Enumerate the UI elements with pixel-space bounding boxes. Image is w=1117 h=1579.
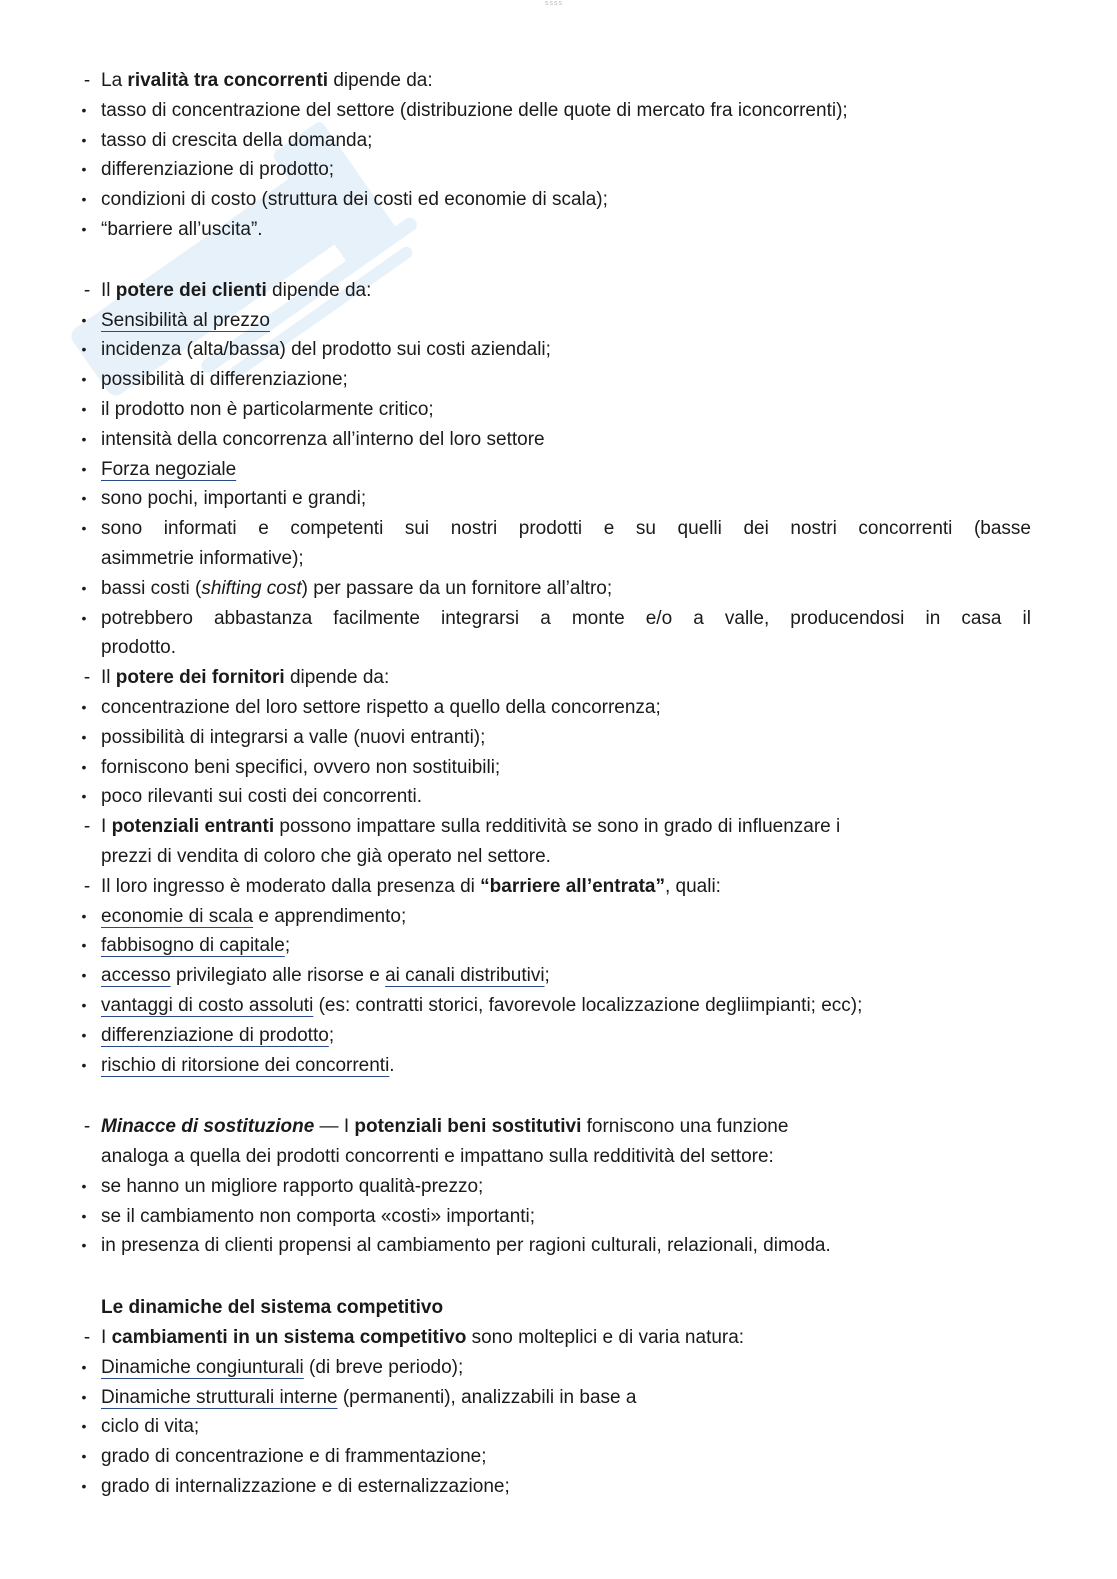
paragraph-spacer	[0, 1261, 1117, 1293]
text-segment: se hanno un migliore rapporto qualità-prezzo;	[101, 1175, 484, 1197]
bold-term: potere dei fornitori	[115, 667, 285, 689]
bold-term: “barriere all’entrata”	[480, 875, 665, 897]
underlined-term: accesso	[101, 965, 171, 987]
bullet-marker: •	[81, 1026, 87, 1043]
bullet-marker: •	[81, 1388, 87, 1405]
text-line	[0, 96, 1117, 126]
text-segment: I	[101, 816, 112, 838]
text-segment: I	[101, 1327, 112, 1349]
line-text	[101, 1323, 1031, 1353]
text-line	[0, 455, 1117, 485]
dash-marker: -	[83, 70, 91, 91]
line-text	[101, 1293, 1031, 1323]
text-line	[0, 484, 1117, 514]
text-line	[0, 604, 1117, 634]
line-text	[101, 96, 1031, 126]
text-segment: grado di concentrazione e di frammentazione;	[101, 1446, 487, 1468]
text-line	[0, 1051, 1117, 1081]
text-segment: (permanenti), analizzabili in base a	[337, 1386, 637, 1408]
line-text	[101, 961, 1031, 991]
line-text	[101, 185, 1031, 215]
text-segment: “barriere all’uscita”.	[101, 218, 263, 240]
line-text	[101, 723, 1031, 753]
bullet-marker: •	[81, 996, 87, 1013]
line-text	[101, 1442, 1031, 1472]
underlined-term: vantaggi di costo assoluti	[101, 994, 314, 1016]
text-segment: incidenza (alta/bassa) del prodotto sui costi aziendali;	[101, 339, 551, 361]
bullet-marker: •	[81, 311, 87, 328]
text-line	[0, 335, 1117, 365]
text-line	[0, 782, 1117, 812]
line-text	[101, 215, 1031, 245]
text-segment: ciclo di vita;	[101, 1416, 200, 1438]
bullet-marker: •	[81, 400, 87, 417]
line-text	[101, 155, 1031, 185]
text-line	[0, 66, 1117, 96]
bullet-marker: •	[81, 191, 87, 208]
line-text	[101, 1112, 1031, 1142]
text-line	[0, 1383, 1117, 1413]
line-text	[101, 812, 1031, 842]
line-text	[101, 514, 1031, 544]
text-segment: se il cambiamento non comporta «costi» importanti;	[101, 1205, 536, 1227]
text-segment: concentrazione del loro settore rispetto a quello della concorrenza;	[101, 696, 661, 718]
bold-term: Minacce di sostituzione	[101, 1116, 315, 1138]
text-line	[0, 185, 1117, 215]
line-text	[101, 1051, 1031, 1081]
text-segment: shifting cost	[201, 577, 302, 599]
text-line	[0, 1412, 1117, 1442]
line-text	[101, 872, 1031, 902]
text-line	[0, 395, 1117, 425]
dash-marker: -	[83, 1116, 91, 1138]
text-line	[0, 1172, 1117, 1202]
bold-term: cambiamenti in un sistema competitivo	[111, 1327, 467, 1349]
text-line	[0, 1112, 1117, 1142]
text-line	[0, 663, 1117, 693]
line-text	[101, 276, 1031, 306]
bullet-marker: •	[81, 430, 87, 447]
text-segment: e apprendimento;	[253, 905, 407, 927]
bold-term: Le dinamiche del sistema competitivo	[101, 1297, 444, 1319]
text-segment: dipende da:	[284, 667, 390, 689]
text-segment: dipende da:	[266, 279, 372, 301]
text-segment: condizioni di costo (struttura dei costi ed economie di scala);	[101, 189, 608, 211]
line-text	[101, 902, 1031, 932]
underlined-term: Dinamiche strutturali interne	[101, 1386, 338, 1408]
text-line	[0, 812, 1117, 842]
text-segment: possono impattare sulla redditività se sono in grado di influenzare i	[274, 816, 841, 838]
bullet-marker: •	[81, 1448, 87, 1465]
bullet-marker: •	[81, 907, 87, 924]
text-line	[0, 693, 1117, 723]
bullet-marker: •	[81, 371, 87, 388]
text-segment: intensità della concorrenza all’interno del loro settore	[101, 428, 545, 450]
text-segment: privilegiato alle risorse e	[170, 965, 386, 987]
bullet-marker: •	[81, 967, 87, 984]
text-segment: ;	[284, 935, 291, 957]
text-segment: asimmetrie informative);	[101, 547, 304, 569]
bold-term: potenziali beni sostitutivi	[354, 1116, 582, 1138]
dash-marker: -	[83, 279, 91, 301]
text-segment: Il loro ingresso è moderato dalla presenza di	[101, 875, 481, 897]
text-line	[0, 425, 1117, 455]
line-text	[101, 1142, 1031, 1172]
underlined-term: differenziazione di prodotto	[101, 1024, 329, 1046]
text-line	[0, 1323, 1117, 1353]
dash-marker: -	[83, 1327, 91, 1349]
text-segment: Il	[101, 279, 116, 301]
text-segment: , quali:	[664, 875, 721, 897]
bullet-marker: •	[81, 341, 87, 358]
dash-marker: -	[83, 875, 91, 897]
bullet-marker: •	[81, 161, 87, 178]
underlined-term: Dinamiche congiunturali	[101, 1356, 304, 1378]
line-text	[101, 1412, 1031, 1442]
underlined-term: ai canali distributivi	[385, 965, 545, 987]
text-segment: sono informati e competenti sui nostri prodotti e su quelli dei nostri concorrenti (basse	[101, 518, 1031, 540]
line-text	[101, 782, 1031, 812]
bold-term: potere dei clienti	[115, 279, 267, 301]
dash-marker: -	[83, 816, 91, 838]
bold-term: rivalità tra concorrenti	[127, 70, 329, 91]
bullet-marker: •	[81, 609, 87, 626]
line-text	[101, 753, 1031, 783]
text-line	[0, 365, 1117, 395]
bullet-marker: •	[81, 579, 87, 596]
text-segment: prodotto.	[101, 637, 176, 659]
text-segment: potrebbero abbastanza facilmente integrarsi a monte e/o a valle, producendosi in casa il	[101, 607, 1031, 629]
document-body	[0, 66, 1117, 1502]
bold-term: potenziali entranti	[111, 816, 275, 838]
text-segment: tasso di crescita della domanda;	[101, 129, 373, 151]
line-text	[101, 455, 1031, 485]
bullet-marker: •	[81, 1358, 87, 1375]
text-line	[0, 1293, 1117, 1323]
bullet-marker: •	[81, 101, 87, 118]
line-text	[101, 1353, 1031, 1383]
header-mark: ssss	[545, 0, 563, 7]
bullet-marker: •	[81, 698, 87, 715]
text-line	[0, 961, 1117, 991]
text-segment: — I	[314, 1116, 355, 1138]
line-text	[101, 395, 1031, 425]
line-text	[101, 484, 1031, 514]
underlined-term: Sensibilità al prezzo	[101, 309, 270, 331]
text-segment: ;	[544, 965, 550, 987]
text-line	[0, 306, 1117, 336]
text-segment: tasso di concentrazione del settore (distribuzione delle quote di mercato fra iconcorrenti);	[101, 99, 848, 121]
bullet-marker: •	[81, 490, 87, 507]
bullet-marker: •	[81, 788, 87, 805]
text-line	[0, 723, 1117, 753]
bullet-marker: •	[81, 728, 87, 745]
bullet-marker: •	[81, 1177, 87, 1194]
underlined-term: economie di scala	[101, 905, 254, 927]
bullet-marker: •	[81, 220, 87, 237]
paragraph-spacer	[0, 1080, 1117, 1112]
line-text	[101, 604, 1031, 634]
line-text	[101, 66, 1031, 96]
paragraph-spacer	[0, 245, 1117, 276]
text-segment: ) per passare da un fornitore all’altro;	[301, 577, 613, 599]
bullet-marker: •	[81, 131, 87, 148]
text-line	[0, 574, 1117, 604]
bullet-marker: •	[81, 520, 87, 537]
text-segment: il prodotto non è particolarmente critico;	[101, 398, 434, 420]
text-segment: possibilità di differenziazione;	[101, 369, 348, 391]
text-segment: La	[101, 70, 128, 91]
line-text	[101, 1383, 1031, 1413]
text-segment: bassi costi (	[101, 577, 202, 599]
bullet-marker: •	[81, 1478, 87, 1495]
text-segment: analoga a quella dei prodotti concorrenti e impattano sulla redditività del settore:	[101, 1146, 774, 1168]
line-text	[101, 574, 1031, 604]
text-line	[0, 1021, 1117, 1051]
text-segment: sono molteplici e di varia natura:	[466, 1327, 745, 1349]
text-line	[0, 1472, 1117, 1502]
text-line	[0, 872, 1117, 902]
text-line	[0, 991, 1117, 1021]
line-text	[101, 1231, 1031, 1261]
text-segment: poco rilevanti sui costi dei concorrenti.	[101, 786, 423, 808]
text-line	[0, 544, 1117, 574]
text-line	[0, 1442, 1117, 1472]
line-text	[101, 842, 1031, 872]
text-line	[0, 1202, 1117, 1232]
text-segment: prezzi di vendita di coloro che già operato nel settore.	[101, 845, 551, 867]
line-text	[101, 931, 1031, 961]
bullet-marker: •	[81, 1418, 87, 1435]
text-line	[0, 276, 1117, 306]
text-segment: forniscono una funzione	[581, 1116, 789, 1138]
text-line	[0, 215, 1117, 245]
bullet-marker: •	[81, 937, 87, 954]
text-segment: differenziazione di prodotto;	[101, 159, 335, 181]
text-segment: dipende da:	[328, 70, 433, 91]
text-line	[0, 1231, 1117, 1261]
line-text	[101, 335, 1031, 365]
text-line	[0, 753, 1117, 783]
text-segment: ;	[328, 1024, 335, 1046]
text-segment: .	[389, 1054, 395, 1076]
text-segment: Il	[101, 667, 116, 689]
line-text	[101, 1472, 1031, 1502]
line-text	[101, 365, 1031, 395]
line-text	[101, 425, 1031, 455]
text-line	[0, 514, 1117, 544]
line-text	[101, 1202, 1031, 1232]
underlined-term: rischio di ritorsione dei concorrenti	[101, 1054, 390, 1076]
text-line	[0, 155, 1117, 185]
text-segment: grado di internalizzazione e di esternalizzazione;	[101, 1476, 510, 1498]
line-text	[101, 126, 1031, 156]
text-line	[0, 1353, 1117, 1383]
bullet-marker: •	[81, 1056, 87, 1073]
dash-marker: -	[83, 667, 91, 689]
line-text	[101, 663, 1031, 693]
text-segment: (di breve periodo);	[303, 1356, 464, 1378]
underlined-term: Forza negoziale	[101, 458, 237, 480]
text-line	[0, 902, 1117, 932]
text-segment: in presenza di clienti propensi al cambiamento per ragioni culturali, relazionali, dimoda.	[101, 1235, 831, 1257]
text-segment: possibilità di integrarsi a valle (nuovi entranti);	[101, 726, 486, 748]
line-text	[101, 306, 1031, 336]
text-line	[0, 1142, 1117, 1172]
text-segment: (es: contratti storici, favorevole localizzazione degliimpianti; ecc);	[313, 994, 863, 1016]
line-text	[101, 693, 1031, 723]
bullet-marker: •	[81, 1207, 87, 1224]
line-text	[101, 633, 1031, 663]
text-line	[0, 633, 1117, 663]
line-text	[101, 544, 1031, 574]
line-text	[101, 1021, 1031, 1051]
text-segment: sono pochi, importanti e grandi;	[101, 488, 367, 510]
bullet-marker: •	[81, 1237, 87, 1254]
text-line	[0, 931, 1117, 961]
text-segment: forniscono beni specifici, ovvero non sostituibili;	[101, 756, 501, 778]
line-text	[101, 1172, 1031, 1202]
text-line	[0, 842, 1117, 872]
underlined-term: fabbisogno di capitale	[101, 935, 285, 957]
text-line	[0, 126, 1117, 156]
line-text	[101, 991, 1031, 1021]
bullet-marker: •	[81, 460, 87, 477]
bullet-marker: •	[81, 758, 87, 775]
